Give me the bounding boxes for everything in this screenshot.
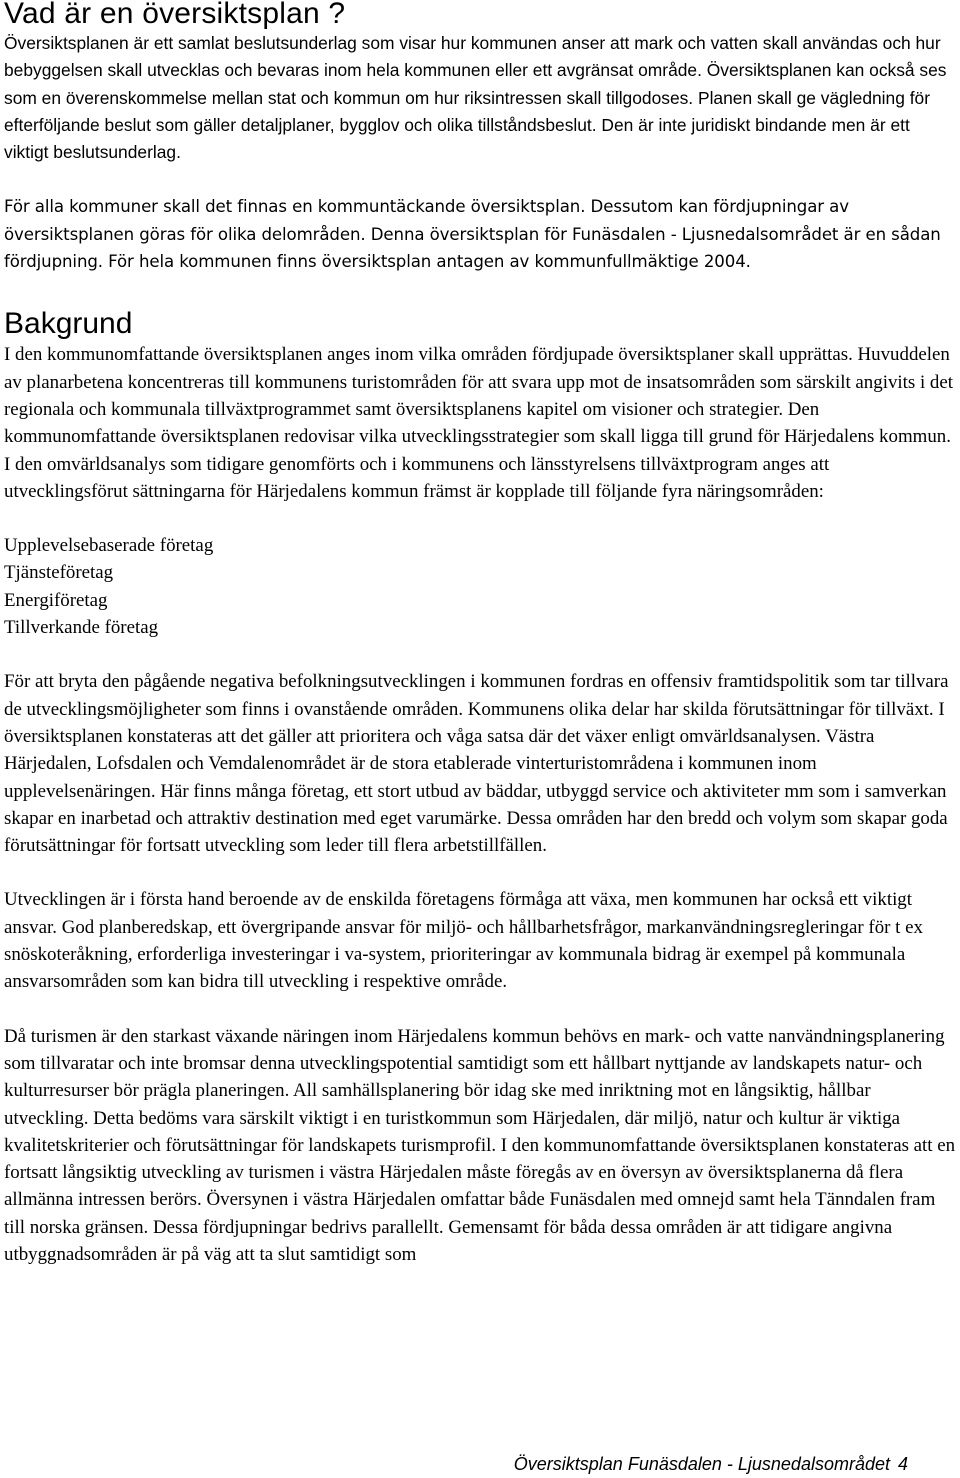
background-paragraph-3: Utvecklingen är i första hand beroende av de enskilda företagens förmåga att växa, men kommunen har också ett viktigt ansvar. God planberedskap, ett övergripande ansvar för miljö- och hållbarhetsfrågor, markanvändningsregleringar för t ex snöskoteråkning, erforderliga investeringar i va-system, prioriteringar av kommunala bidrag är exempel på kommunala ansvarsområden som kan bidra till utveckling i respektive område. [4, 889, 923, 993]
background-paragraph-1: I den kommunomfattande översiktsplanen anges inom vilka områden fördjupade översiktsplaner skall upprättas. Huvuddelen av planarbetena koncentreras till kommunens turistområden för att svara upp mot de insatsområden som särskilt angivits i det regionala och kommunala tillväxtprogrammet samt översiktsplanens kapitel om visioner och strategier. Den kommunomfattande översiktsplanen redovisar vilka utvecklingsstrategier som skall ligga till grund för Härjedalens kommun. I den omvärldsanalys som tidigare genomförts och i kommunens och länsstyrelsens tillväxtprogram anges att utvecklingsförut sättningarna för Härjedalens kommun främst är kopplade till följande fyra näringsområden: [4, 344, 954, 502]
document-page [4, 0, 956, 1268]
background-paragraph-4: Då turismen är den starkast växande näringen inom Härjedalens kommun behövs en mark- och vatte nanvändningsplanering som tillvaratar och inte bromsar denna utvecklingspotential samtidigt som ett hållbart nyttjande av landskapets natur- och kulturresurser bör prägla planeringen. All samhällsplanering bör idag ske med inriktning mot en långsiktig, hållbar utveckling. Detta bedöms vara särskilt viktigt i en turistkommun som Härjedalen, där miljö, natur och kultur är viktiga kvalitetskriterier och förutsättningar för landskapets turismprofil. I den kommunomfattande översiktsplanen konstateras att en fortsatt långsiktig utveckling av turismen i västra Härjedalen måste föregås av en översyn av översiktsplanerna då flera allmänna intressen berörs. Översynen i västra Härjedalen omfattar både Funäsdalen med omnejd samt hela Tänndalen fram till norska gränsen. Dessa fördjupningar bedrivs parallellt. Gemensamt för båda dessa områden är att tidigare angivna utbyggnadsområden är på väg att ta slut samtidigt som [4, 1025, 956, 1265]
page-footer [514, 1452, 908, 1476]
list-item: Upplevelsebaserade företag [4, 535, 214, 557]
page-number: 4 [897, 1454, 908, 1474]
intro-sentence-1: Översiktsplanen är ett samlat beslutsunderlag som visar hur kommunen anser att mark och vatten skall användas och hur bebyggelsen skall utvecklas och bevaras inom hela kommunen eller ett avgränsat område. [4, 33, 941, 81]
intro-paragraph-2: För alla kommuner skall det finnas en kommuntäckande översiktsplan. Dessutom kan fördjupningar av översiktsplanen göras för olika delområden. Denna översiktsplan för Funäsdalen - Ljusnedalsområdet är en sådan fördjupning. För hela kommunen finns översiktsplan antagen av kommunfullmäktige 2004. [4, 197, 941, 272]
section-heading-bakgrund: Bakgrund [4, 307, 133, 341]
footer-title: Översiktsplan Funäsdalen - Ljusnedalsområdet [513, 1454, 890, 1474]
list-item: Tjänsteföretag [4, 562, 114, 584]
business-areas-list [4, 532, 956, 641]
intro-paragraph-1 [4, 30, 956, 166]
list-item: Tillverkande företag [4, 617, 159, 639]
background-paragraph-2: För att bryta den pågående negativa befolkningsutvecklingen i kommunen fordras en offensiv framtidspolitik som tar tillvara de utvecklingsmöjligheter som finns i ovanstående områden. Kommunens olika delar har skilda förutsättningar för tillväxt. I översiktsplanen konstateras att det gäller att prioritera och våga satsa där det växer enligt omvärldsanalysen. Västra Härjedalen, Lofsdalen och Vemdalenområdet är de stora etablerade vinterturistområdena i kommunen inom upplevelsenäringen. Här finns många företag, ett stort utbud av bäddar, utbyggd service och aktiviteter mm som i samverkan skapar en inarbetad och attraktiv destination med eget varumärke. Dessa områden har den bredd och volym som skapar goda förutsättningar för fortsatt utveckling som leder till flera arbetstillfällen. [4, 671, 949, 857]
intro-sentence-2: Översiktsplanen kan också ses som en överenskommelse mellan stat och kommun om hur riksintressen skall tillgodoses. Planen skall ge vägledning för efterföljande beslut som gäller detaljplaner, bygglov och olika tillståndsbeslut. Den är inte juridiskt bindande men är ett viktigt beslutsunderlag. [4, 60, 947, 163]
page-title: Vad är en översiktsplan ? [4, 0, 346, 30]
list-item: Energiföretag [4, 589, 108, 611]
